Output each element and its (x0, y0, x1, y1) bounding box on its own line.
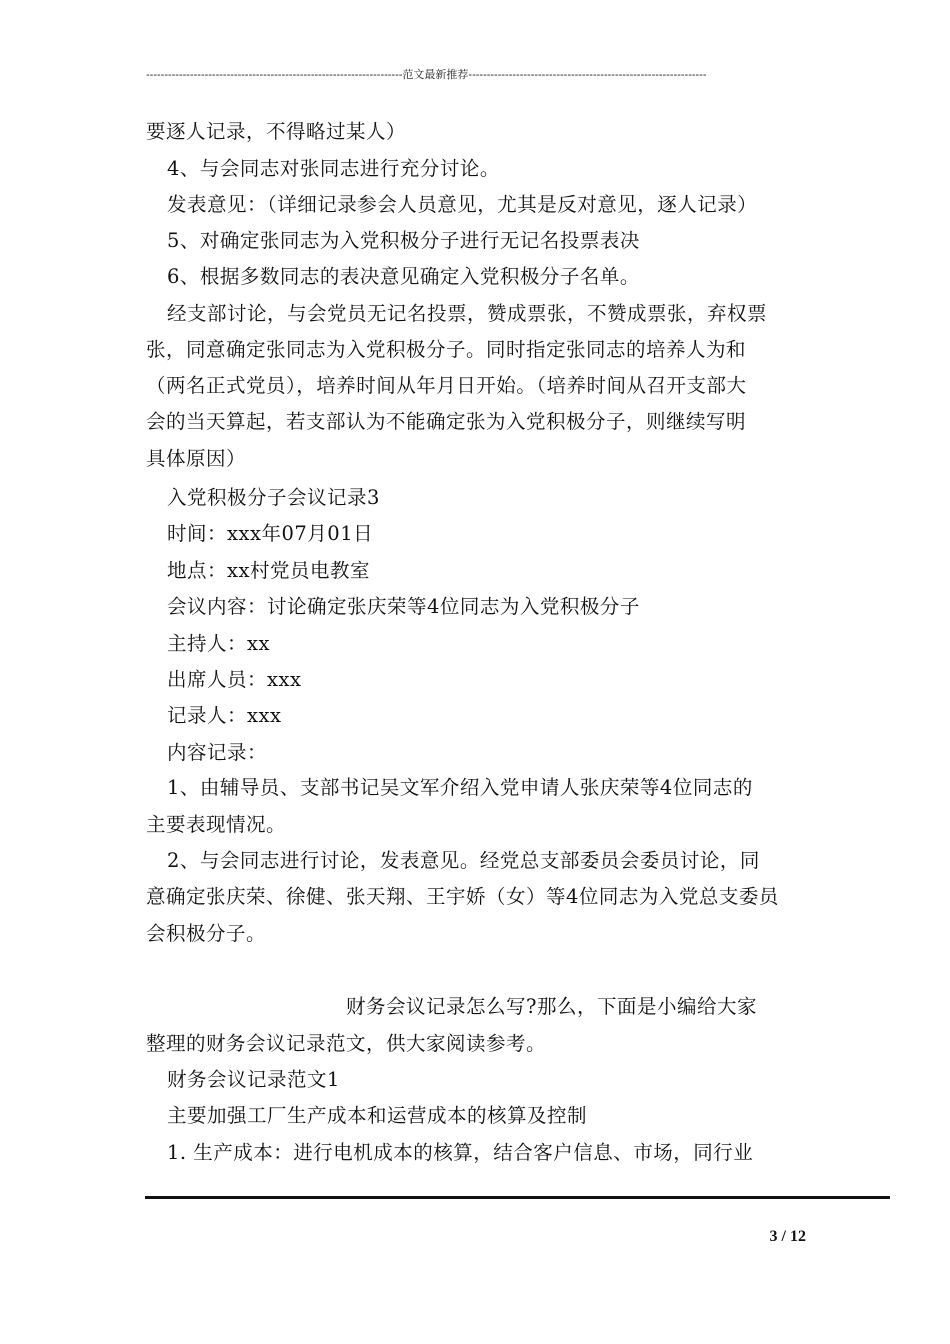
text-line: 要逐人记录，不得略过某人） (146, 120, 407, 143)
text-line: 1、由辅导员、支部书记吴文军介绍入党申请人张庆荣等4位同志的 (167, 776, 753, 799)
text-line: 1. 生产成本：进行电机成本的核算，结合客户信息、市场，同行业 (167, 1141, 754, 1164)
text-line: 出席人员：xxx (167, 668, 302, 691)
page-header: ----------------------------------------------------------------------范文最新推荐----------------------------------------------------------------- (146, 69, 707, 81)
text-line: 发表意见：（详细记录参会人员意见，尤其是反对意见，逐人记录） (167, 193, 758, 216)
text-line: 5、对确定张同志为入党积极分子进行无记名投票表决 (167, 229, 640, 252)
text-line: 会积极分子。 (146, 922, 267, 945)
text-line: 6、根据多数同志的表决意见确定入党积极分子名单。 (167, 265, 640, 288)
text-line: 具体原因） (146, 447, 247, 470)
text-line: （两名正式党员），培养时间从年月日开始。（培养时间从召开支部大 (146, 374, 747, 397)
text-line: 地点：xx村党员电教室 (167, 559, 370, 582)
page-number: 3 / 12 (769, 1228, 806, 1245)
text-line: 时间：xxx年07月01日 (167, 522, 374, 545)
text-line: 记录人：xxx (167, 704, 282, 727)
text-line: 财务会议记录怎么写?那么，下面是小编给大家 (346, 995, 757, 1018)
text-line: 整理的财务会议记录范文，供大家阅读参考。 (146, 1032, 547, 1055)
text-line: 4、与会同志对张同志进行充分讨论。 (167, 157, 500, 180)
text-line: 会的当天算起，若支部认为不能确定张为入党积极分子，则继续写明 (146, 410, 747, 433)
text-line: 主要表现情况。 (146, 813, 287, 836)
section-heading: 财务会议记录范文1 (167, 1068, 340, 1091)
text-line: 主要加强工厂生产成本和运营成本的核算及控制 (167, 1104, 588, 1127)
text-line: 意确定张庆荣、徐健、张天翔、王宇娇（女）等4位同志为入党总支委员 (146, 885, 779, 908)
text-line: 会议内容：讨论确定张庆荣等4位同志为入党积极分子 (167, 595, 640, 618)
footer-divider (145, 1196, 890, 1199)
text-line: 2、与会同志进行讨论，发表意见。经党总支部委员会委员讨论，同 (167, 849, 760, 872)
section-heading: 入党积极分子会议记录3 (167, 486, 380, 509)
text-line: 主持人：xx (167, 632, 270, 655)
text-line: 内容记录： (167, 741, 268, 764)
text-line: 张，同意确定张同志为入党积极分子。同时指定张同志的培养人为和 (146, 338, 747, 361)
text-line: 经支部讨论，与会党员无记名投票，赞成票张，不赞成票张，弃权票 (167, 302, 768, 325)
